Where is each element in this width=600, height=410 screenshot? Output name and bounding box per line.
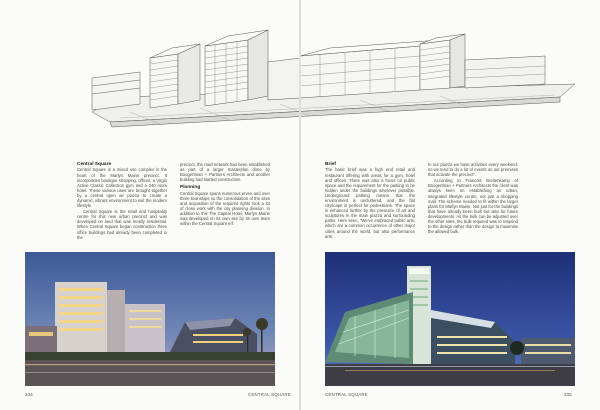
body-paragraph: Central Square is a mixed use complex in the heart of the Marlyn Maine precinct. It incorporates boutique shopping, offices, a Virgin Active Classic Collection gym and a 240 room hotel. These various uses are brought together by a central open air piazza to create a dynamic, vibrant environment to suit the modern lifestyle.	[77, 167, 167, 209]
body-paragraph: Central Square spans numerous erven and over three townships so the consolidation of the sites and acquisition of the required rights took a lot of close work with the city planning division. In addition to this The Capital Hotel, Marlyn Maine was developed on its own site by its own team within the Central Square erf.	[180, 190, 270, 227]
page-number-left: 334	[25, 392, 33, 397]
page-number-right: 335	[564, 392, 572, 397]
body-paragraph: Central Square is the retail and hospitality centre for this new urban precinct and was developed on land that was mostly residential. When Central Square began construction three office buildings had already been completed in the	[77, 209, 167, 240]
body-paragraph: The basic brief was a high end retail and restaurant offering with areas for a gym, hotel and offices. There was also a focus on public space and the requirement for the parking to be hidden under the buildings wherever possible. Underground parking means that the environment is uncluttered, and the flat cityscape is perfect for pedestrians. The space is enhanced further by the presence of art and sculptures in the main piazza and surrounding parks. Here seen, "We've embraced public arts, which are a common occurrence of other major cities around the world, but also performance arts.	[325, 167, 415, 239]
running-footer-right: CENTRAL SQUARE	[325, 392, 368, 397]
photo-central-square-dusk	[25, 252, 275, 386]
section-heading: Brief	[325, 162, 336, 167]
right-page-column-1	[325, 162, 415, 240]
body-paragraph: According to Francois Breitenkamp of Boogertman + Partners Architects the client was always keen on establishing an urban, integrated lifestyle centre, not just a shopping mall. The scheme needed to fit within the larger plans for Marlyn Maine. Not just for the buildings that have already been built but also for future developments. As the bulk can be adjusted over the other sites, the bulk required was to respond to the design rather than the design to maximise the allowed bulk.	[428, 178, 518, 235]
section-heading: Planning	[180, 185, 201, 191]
running-footer-left: CENTRAL SQUARE	[248, 392, 291, 397]
body-paragraph: precinct, the road network had been established as part of a larger masterplan done by Boogertman + Partners Architects and another building had started construction.	[180, 162, 270, 183]
page-gutter	[299, 0, 301, 410]
body-paragraph: In our piazza we have activities every weekend, so we tend to do a lot of events on our premises that activate the precinct".	[428, 162, 518, 178]
left-page-column-1	[77, 162, 167, 241]
right-page-column-2	[428, 162, 518, 235]
section-heading: Central Square	[77, 162, 112, 167]
left-page-column-2	[180, 162, 270, 227]
photo-central-square-night	[325, 252, 575, 386]
